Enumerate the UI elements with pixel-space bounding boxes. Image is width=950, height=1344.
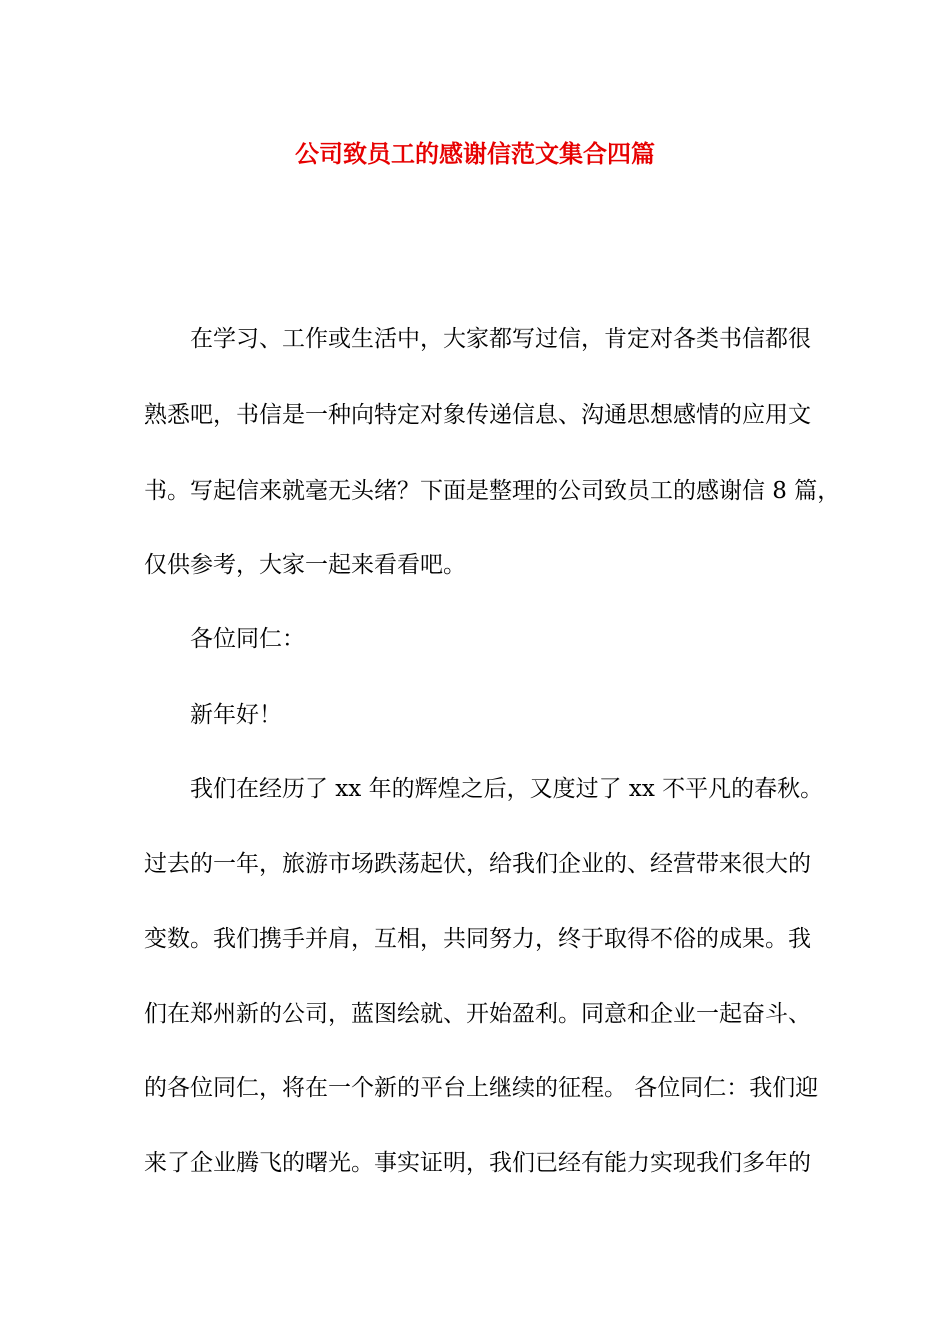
line-text: 我们在经历了 xx 年的辉煌之后，又度过了 xx 不平凡的春秋。 [190,776,824,802]
line-text: 的各位同仁，将在一个新的平台上继续的征程。 各位同仁：我们迎 [144,1075,819,1101]
line-text: 来了企业腾飞的曙光。事实证明，我们已经有能力实现我们多年的 [144,1150,811,1176]
line-text: 熟悉吧，书信是一种向特定对象传递信息、沟通思想感情的应用文 [144,402,811,428]
line-text: 新年好！ [190,702,282,728]
line-text: 仅供参考，大家一起来看看吧。 [144,552,466,578]
line-text: 在学习、工作或生活中，大家都写过信，肯定对各类书信都很 [190,326,811,352]
document-title: 公司致员工的感谢信范文集合四篇 [295,139,655,168]
line-text: 各位同仁： [190,626,305,652]
line-text: 过去的一年，旅游市场跌荡起伏，给我们企业的、经营带来很大的 [144,851,811,877]
line-text: 书。写起信来就毫无头绪？下面是整理的公司致员工的感谢信 8 篇， [144,478,841,504]
line-text: 们在郑州新的公司，蓝图绘就、开始盈利。同意和企业一起奋斗、 [144,1001,811,1027]
line-text: 变数。我们携手并肩，互相，共同努力，终于取得不俗的成果。我 [144,926,811,952]
